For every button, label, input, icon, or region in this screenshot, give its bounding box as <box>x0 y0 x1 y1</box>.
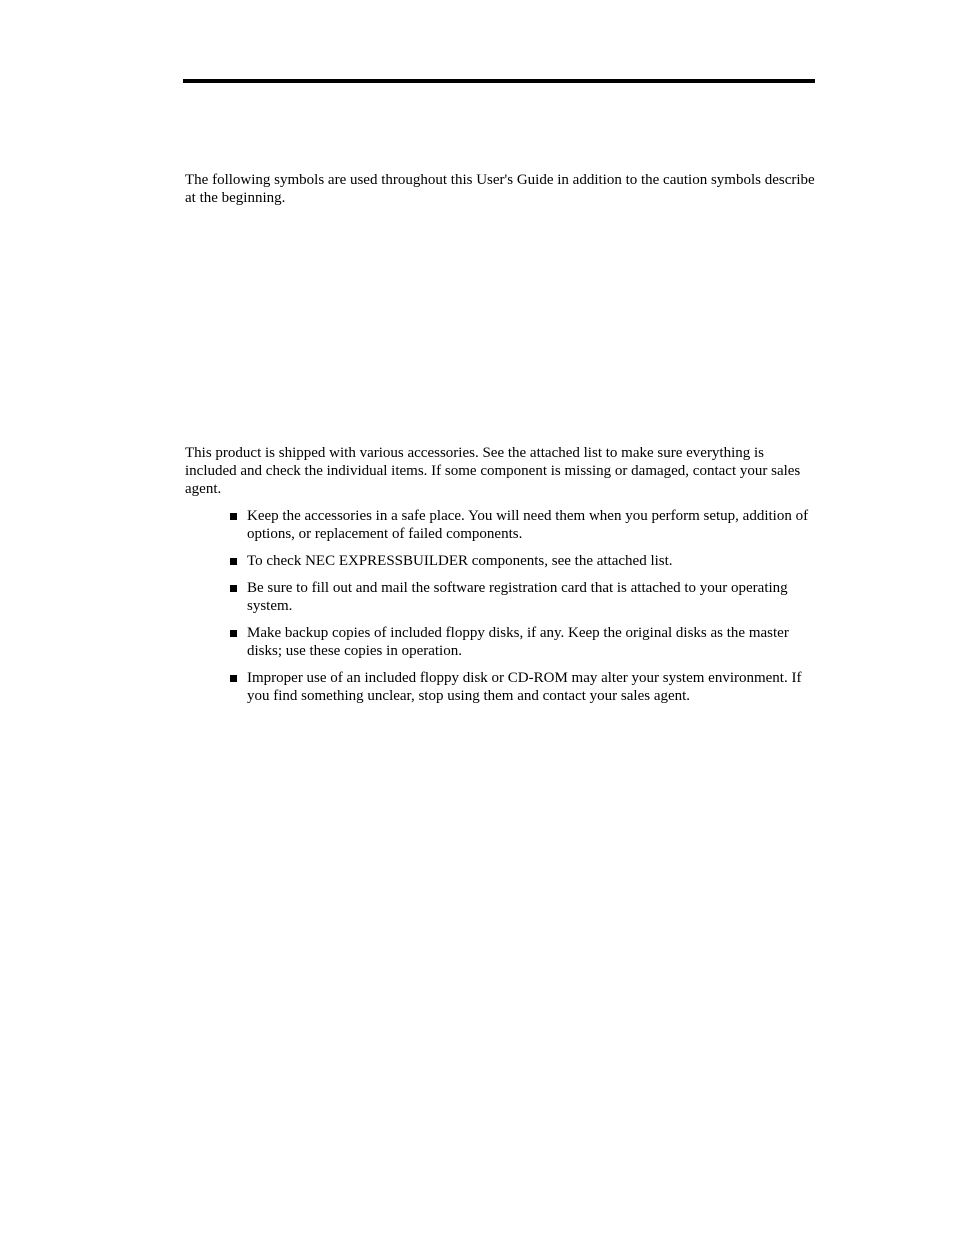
square-bullet-icon <box>230 558 237 565</box>
accessories-notes-list <box>229 507 819 714</box>
list-item <box>229 552 819 570</box>
header-rule <box>183 79 815 83</box>
list-item <box>229 624 819 660</box>
list-item-text: Keep the accessories in a safe place. You will need them when you perform setup, addition of options, or replacement of failed components. <box>247 508 809 542</box>
square-bullet-icon <box>230 675 237 682</box>
list-item-text: Make backup copies of included floppy disks, if any. Keep the original disks as the master disks; use these copies in operation. <box>247 625 789 659</box>
square-bullet-icon <box>230 630 237 637</box>
list-item <box>229 669 819 705</box>
intro-paragraph: The following symbols are used throughout this User's Guide in addition to the caution symbols describe at the beginning. <box>185 172 815 206</box>
list-item <box>229 507 819 543</box>
accessories-paragraph: This product is shipped with various accessories. See the attached list to make sure everything is included and check the individual items. If some component is missing or damaged, contact your sales agent. <box>185 445 801 497</box>
square-bullet-icon <box>230 585 237 592</box>
list-item <box>229 579 819 615</box>
list-item-text: Improper use of an included floppy disk or CD-ROM may alter your system environment. If you find something unclear, stop using them and contact your sales agent. <box>247 670 802 704</box>
list-item-text: To check NEC EXPRESSBUILDER components, see the attached list. <box>247 553 673 569</box>
square-bullet-icon <box>230 513 237 520</box>
list-item-text: Be sure to fill out and mail the software registration card that is attached to your operating system. <box>247 580 788 614</box>
